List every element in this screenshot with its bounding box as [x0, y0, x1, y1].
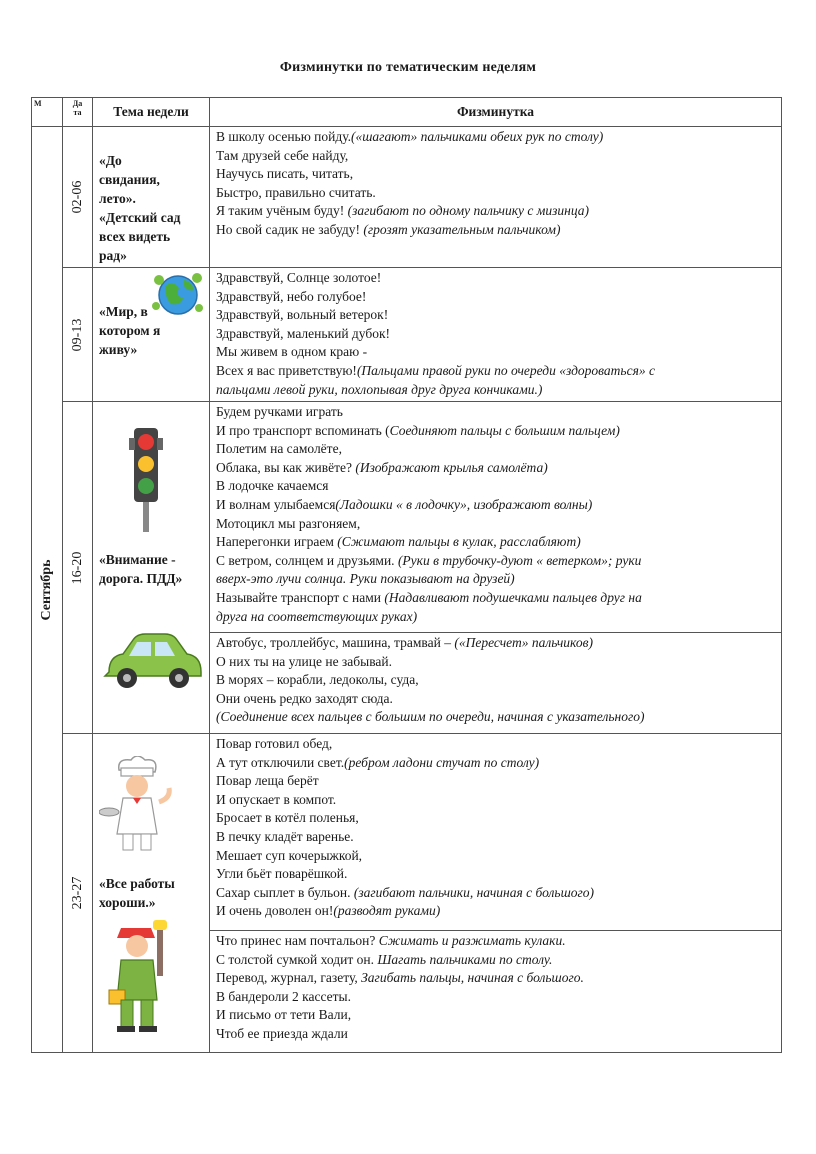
exercise-line: И волнам улыбаемся(Ладошки « в лодочку», изображают волны) [216, 496, 593, 512]
theme-name: «Внимание - дорога. ПДД» [99, 552, 183, 586]
traffic-light-picture [129, 424, 163, 534]
theme-cell [93, 402, 210, 734]
exercise-cell [210, 402, 782, 633]
instruction-text: (Изображают крылья самолёта) [355, 459, 548, 475]
exercise-line: Они очень редко заходят сюда. [216, 690, 393, 706]
theme-name: «Все работы хороши.» [99, 876, 175, 910]
exercise-line: Там друзей себе найду, [216, 147, 349, 163]
exercise-line: Чтоб ее приезда ждали [216, 1025, 348, 1041]
instruction-text: (грозят указательным пальчиком) [363, 221, 561, 237]
instruction-text: вверх-это лучи солнца. Руки показывают на друзей) [216, 571, 515, 587]
exercise-line: Но свой садик не забуду! (грозят указательным пальчиком) [216, 221, 561, 237]
instruction-text: (загибают пальчики, начиная с большого) [353, 884, 595, 900]
exercise-line: Бросает в котёл поленья, [216, 810, 359, 826]
exercise-line [216, 570, 777, 589]
instruction-text: (Соединение всех пальцев с большим по очереди, начиная с указательного) [216, 709, 645, 725]
theme-cell [93, 734, 210, 1053]
exercise-line: Облака, вы как живёте? (Изображают крылья самолёта) [216, 459, 548, 475]
instruction-text: (Надавливают подушечками пальцев друг на [384, 589, 642, 605]
exercise-line: С толстой сумкой ходит он. Шагать пальчиками по столу. [216, 951, 553, 967]
theme-cell [93, 268, 210, 402]
exercise-cell [210, 734, 782, 931]
exercise-line: В печку кладёт варенье. [216, 828, 354, 844]
exercise-line: Автобус, троллейбус, машина, трамвай – («Пересчет» пальчиков) [216, 635, 593, 650]
painter-picture [105, 916, 179, 1036]
exercise-line: С ветром, солнцем и друзьями. (Руки в трубочку-дуют « ветерком»; руки [216, 552, 642, 568]
header-month: М [32, 98, 63, 127]
date-cell: 16-20 [63, 402, 93, 734]
exercise-line: Угли бьёт поварёшкой. [216, 866, 348, 882]
instruction-text: (Руки в трубочку-дуют « ветерком»; руки [397, 552, 642, 568]
exercise-line: Будем ручками играть [216, 404, 343, 419]
exercise-line [216, 608, 777, 627]
exercise-cell [210, 633, 782, 734]
instruction-text: пальцами левой руки, похлопывая друг друга кончиками.) [216, 381, 543, 397]
exercise-line: Здравствуй, маленький дубок! [216, 325, 391, 341]
exercise-line: Научусь писать, читать, [216, 166, 354, 182]
theme-cell [93, 127, 210, 268]
instruction-text: Шагать пальчиками по столу. [377, 951, 553, 967]
exercise-cell [210, 268, 782, 402]
exercise-line: Здравствуй, вольный ветерок! [216, 307, 389, 323]
exercise-line: Мотоцикл мы разгоняем, [216, 515, 361, 531]
exercise-table [31, 97, 782, 1053]
exercise-line: Повар леща берёт [216, 773, 319, 789]
exercise-line: Что принес нам почтальон? Сжимать и разжимать кулаки. [216, 933, 566, 948]
instruction-text: Соединяют пальцы с большим пальцем) [389, 422, 620, 438]
instruction-text: («Пересчет» пальчиков) [454, 635, 593, 650]
header-exercise: Физминутка [210, 98, 782, 127]
header-date: Да та [63, 98, 93, 127]
exercise-line: В лодочке качаемся [216, 478, 329, 494]
month-label: Сентябрь [39, 558, 54, 621]
exercise-line: Всех я вас приветствую!(Пальцами правой руки по очереди «здороваться» с [216, 362, 655, 378]
exercise-line: Я таким учёным буду! (загибают по одному пальчику с мизинца) [216, 203, 590, 219]
instruction-text: (Ладошки « в лодочку», изображают волны) [335, 496, 593, 512]
exercise-line: И письмо от тети Вали, [216, 1007, 352, 1023]
exercise-line: Быстро, правильно считать. [216, 184, 376, 200]
exercise-cell [210, 931, 782, 1053]
car-picture [103, 630, 203, 692]
instruction-text: (ребром ладони стучат по столу) [344, 754, 540, 770]
exercise-line: Наперегонки играем (Сжимают пальцы в кулак, расслабляют) [216, 534, 581, 550]
instruction-text: друга на соответствующих руках) [216, 608, 418, 624]
exercise-line: И опускает в компот. [216, 791, 337, 807]
chef-picture [99, 756, 179, 856]
exercise-line: Сахар сыплет в бульон. (загибают пальчики, начиная с большого) [216, 884, 595, 900]
exercise-line: Называйте транспорт с нами (Надавливают подушечками пальцев друг на [216, 589, 642, 605]
date-cell: 23-27 [63, 734, 93, 1053]
exercise-line: Здравствуй, Солнце золотое! [216, 270, 382, 285]
exercise-cell [210, 127, 782, 268]
exercise-line: Полетим на самолёте, [216, 441, 342, 457]
exercise-line: Мешает суп кочерыжкой, [216, 847, 363, 863]
exercise-line: Здравствуй, небо голубое! [216, 288, 367, 304]
date-cell: 02-06 [63, 127, 93, 268]
instruction-text: Сжимать и разжимать кулаки. [378, 933, 566, 948]
page-title: Физминутки по тематическим неделям [279, 60, 537, 75]
header-theme: Тема недели [93, 98, 210, 127]
exercise-line: В школу осенью пойду.(«шагают» пальчиками обеих рук по столу) [216, 129, 604, 144]
theme-name: «Мир, в котором я живу» [99, 304, 161, 357]
exercise-line: Повар готовил обед, [216, 736, 333, 751]
instruction-text: (Пальцами правой руки по очереди «здороваться» с [356, 362, 655, 378]
month-cell [32, 127, 63, 1053]
exercise-line: В бандероли 2 кассеты. [216, 988, 351, 1004]
exercise-line: И про транспорт вспоминать (Соединяют пальцы с большим пальцем) [216, 422, 620, 438]
exercise-line: В морях – корабли, ледоколы, суда, [216, 672, 419, 688]
exercise-line: О них ты на улице не забывай. [216, 653, 392, 669]
exercise-line: Мы живем в одном краю - [216, 344, 368, 360]
instruction-text: (разводят руками) [333, 903, 441, 919]
exercise-line [216, 381, 777, 400]
instruction-text: («шагают» пальчиками обеих рук по столу) [351, 129, 604, 144]
exercise-line [216, 708, 777, 727]
instruction-text: Загибать пальцы, начиная с большого. [361, 970, 584, 986]
exercise-line: И очень доволен он!(разводят руками) [216, 903, 441, 919]
exercise-line: Перевод, журнал, газету, Загибать пальцы, начиная с большого. [216, 970, 584, 986]
date-cell: 09-13 [63, 268, 93, 402]
instruction-text: (Сжимают пальцы в кулак, расслабляют) [337, 534, 581, 550]
instruction-text: (загибают по одному пальчику с мизинца) [347, 203, 590, 219]
exercise-line: А тут отключили свет.(ребром ладони стучат по столу) [216, 754, 540, 770]
theme-name: «До свидания, лето». «Детский сад всех видеть рад» [99, 153, 181, 263]
